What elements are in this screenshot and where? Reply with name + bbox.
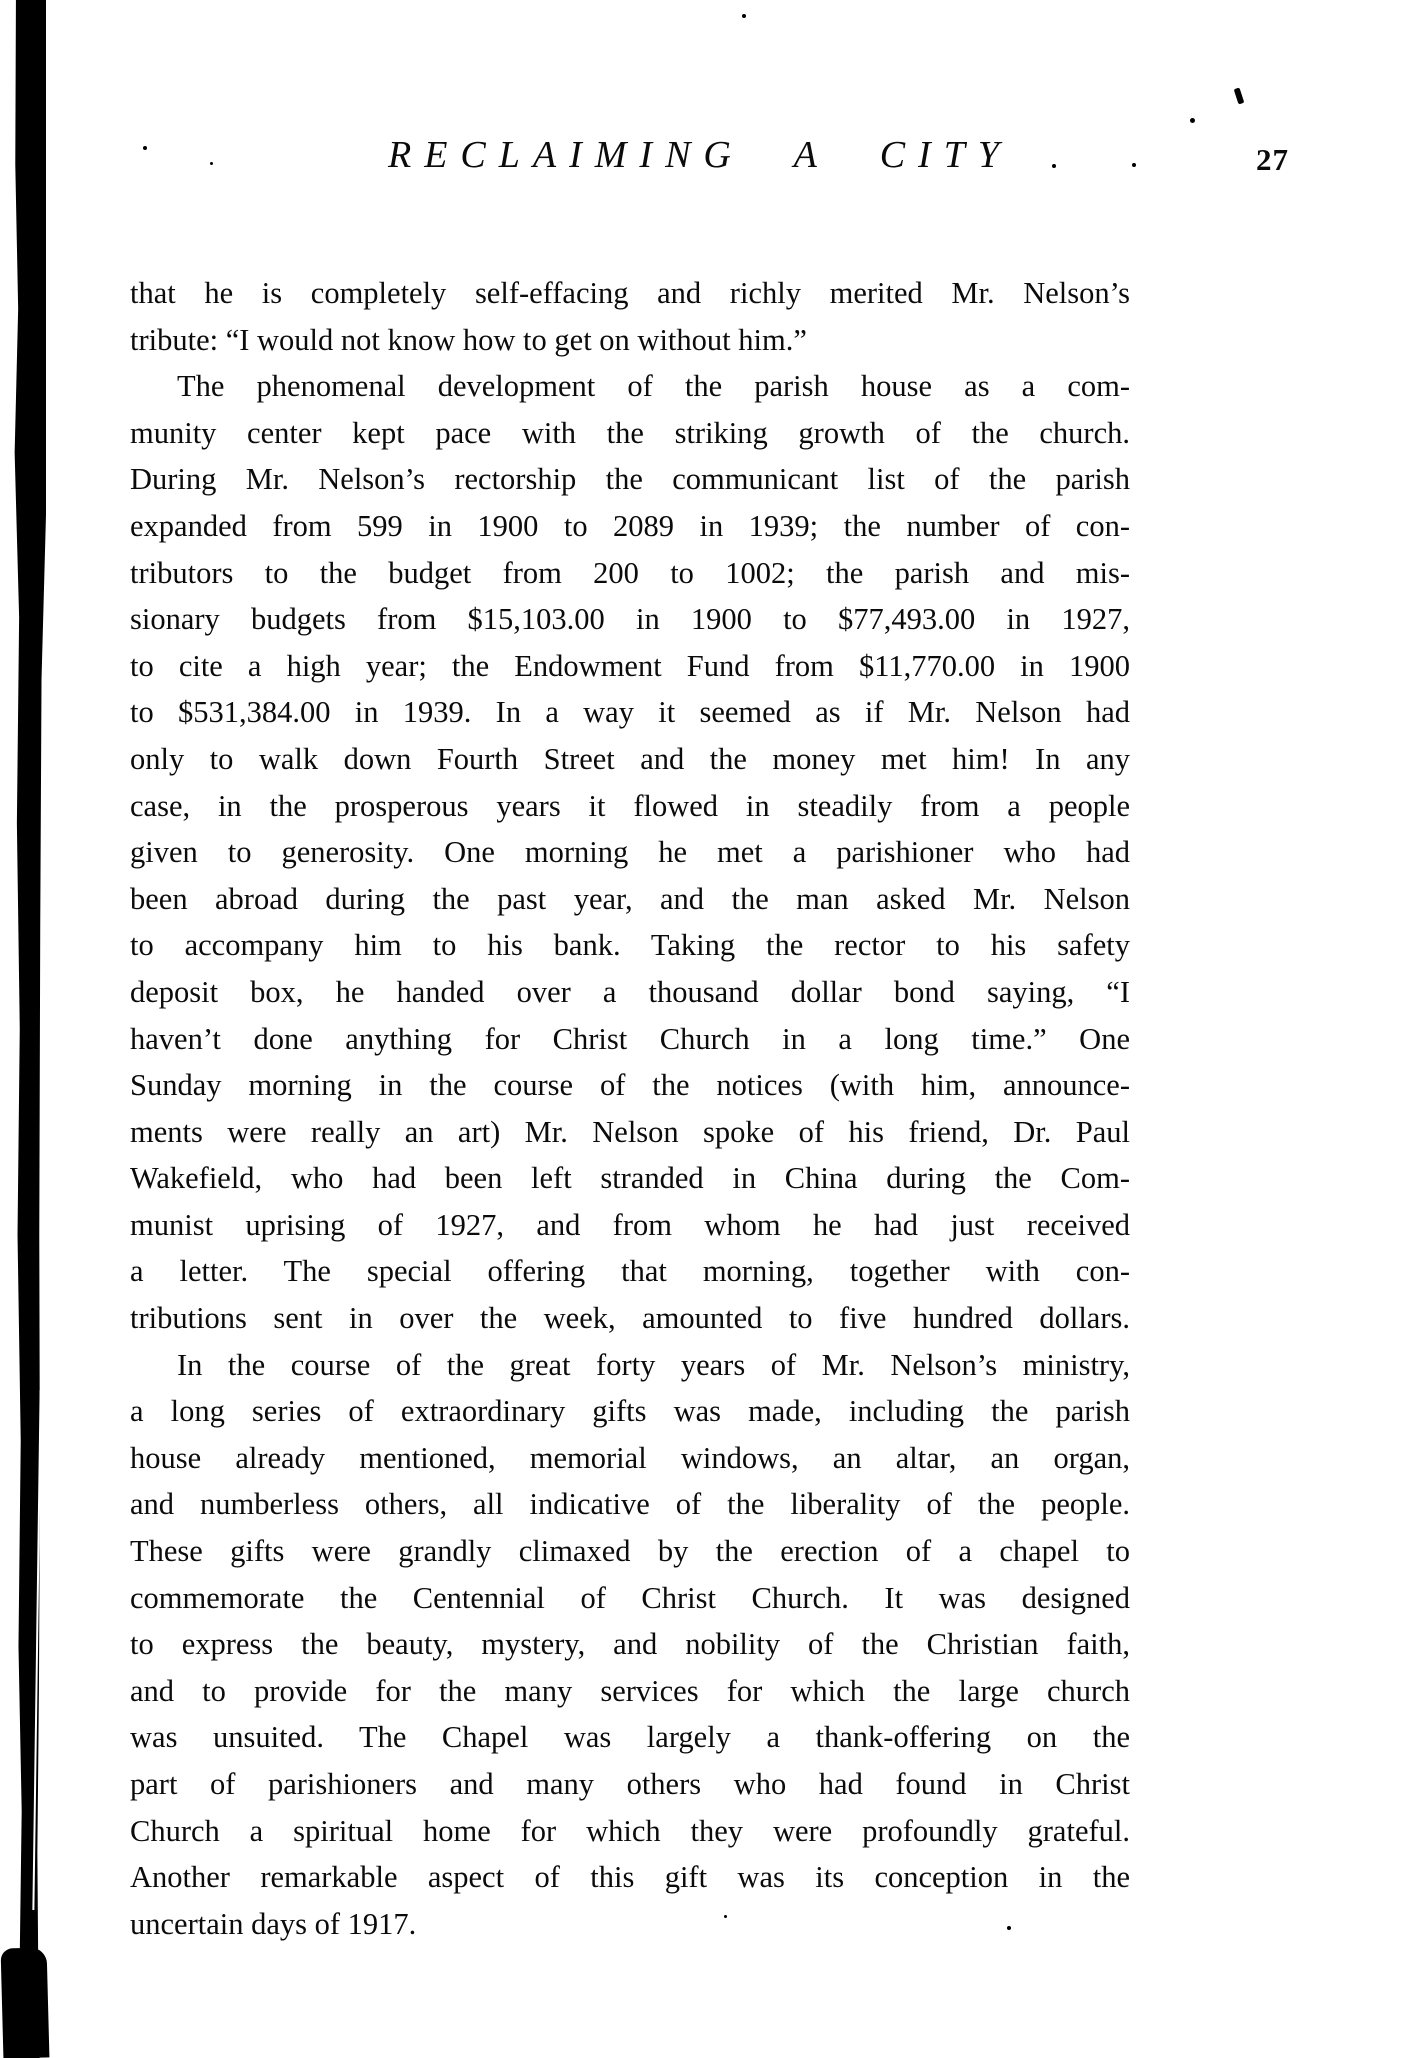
text-line: ments were really an art) Mr. Nelson spoke of his friend, Dr. Paul <box>130 1114 1130 1149</box>
text-line: was unsuited. The Chapel was largely a thank-offering on the <box>130 1720 1130 1755</box>
text-line: commemorate the Centennial of Christ Church. It was designed <box>130 1580 1130 1615</box>
text-line: to cite a high year; the Endowment Fund from $11,770.00 in 1900 <box>130 648 1130 683</box>
text-line: to accompany him to his bank. Taking the rector to his safety <box>130 928 1130 963</box>
text-line: house already mentioned, memorial windows, an altar, an organ, <box>130 1440 1130 1475</box>
scan-speck <box>143 146 147 150</box>
text-line: tributions sent in over the week, amounted to five hundred dollars. <box>130 1301 1130 1336</box>
text-line: given to generosity. One morning he met a parishioner who had <box>130 835 1130 870</box>
scan-speck <box>724 1915 727 1918</box>
text-line: part of parishioners and many others who had found in Christ <box>130 1767 1130 1801</box>
text-line: a letter. The special offering that morning, together with con- <box>130 1254 1130 1289</box>
text-line: and numberless others, all indicative of the liberality of the people. <box>130 1487 1130 1522</box>
text-line: only to walk down Fourth Street and the money met him! In any <box>130 741 1130 776</box>
scan-speck <box>1234 87 1245 104</box>
text-line: and to provide for the many services for which the large church <box>130 1673 1130 1708</box>
text-line: that he is completely self-effacing and richly merited Mr. Nelson’s <box>130 276 1130 310</box>
text-line: During Mr. Nelson’s rectorship the communicant list of the parish <box>130 462 1130 497</box>
text-line: deposit box, he handed over a thousand dollar bond saying, “I <box>130 974 1130 1009</box>
body-text <box>130 270 1130 1947</box>
scan-binding-blob <box>1 1947 50 2058</box>
text-line: uncertain days of 1917. <box>130 1906 417 1941</box>
text-line: Sunday morning in the course of the notices (with him, announce- <box>130 1068 1130 1103</box>
text-line: tributors to the budget from 200 to 1002; the parish and mis- <box>130 555 1130 590</box>
text-line: munity center kept pace with the striking growth of the church. <box>130 415 1130 450</box>
scan-speck <box>210 162 213 165</box>
text-line: been abroad during the past year, and the man asked Mr. Nelson <box>130 881 1130 916</box>
scan-speck <box>742 14 746 18</box>
scan-speck <box>1052 164 1056 168</box>
page-number: 27 <box>1256 142 1289 177</box>
text-line: expanded from 599 in 1900 to 2089 in 1939; the number of con- <box>130 508 1130 543</box>
text-line: case, in the prosperous years it flowed in steadily from a people <box>130 788 1130 823</box>
text-line: to $531,384.00 in 1939. In a way it seemed as if Mr. Nelson had <box>130 695 1130 730</box>
scan-speck <box>1007 1926 1011 1930</box>
text-line: to express the beauty, mystery, and nobility of the Christian faith, <box>130 1627 1130 1662</box>
text-line: a long series of extraordinary gifts was made, including the parish <box>130 1394 1130 1429</box>
text-line: The phenomenal development of the parish house as a com- <box>177 369 1130 404</box>
scan-speck <box>1190 118 1195 123</box>
text-line: munist uprising of 1927, and from whom he had just received <box>130 1207 1130 1242</box>
text-line: These gifts were grandly climaxed by the erection of a chapel to <box>130 1534 1130 1569</box>
running-title: RECLAIMING A CITY <box>388 134 1012 176</box>
text-line: tribute: “I would not know how to get on without him.” <box>130 322 807 357</box>
text-line: sionary budgets from $15,103.00 in 1900 to $77,493.00 in 1927, <box>130 602 1130 637</box>
text-line: haven’t done anything for Christ Church in a long time.” One <box>130 1021 1130 1056</box>
scan-speck <box>1132 163 1136 167</box>
text-line: Another remarkable aspect of this gift was its conception in the <box>130 1860 1130 1895</box>
scan-binding-bar <box>14 0 46 2058</box>
text-line: Wakefield, who had been left stranded in China during the Com- <box>130 1161 1130 1196</box>
text-line: Church a spiritual home for which they were profoundly grateful. <box>130 1813 1130 1848</box>
text-line: In the course of the great forty years of Mr. Nelson’s ministry, <box>177 1347 1130 1382</box>
